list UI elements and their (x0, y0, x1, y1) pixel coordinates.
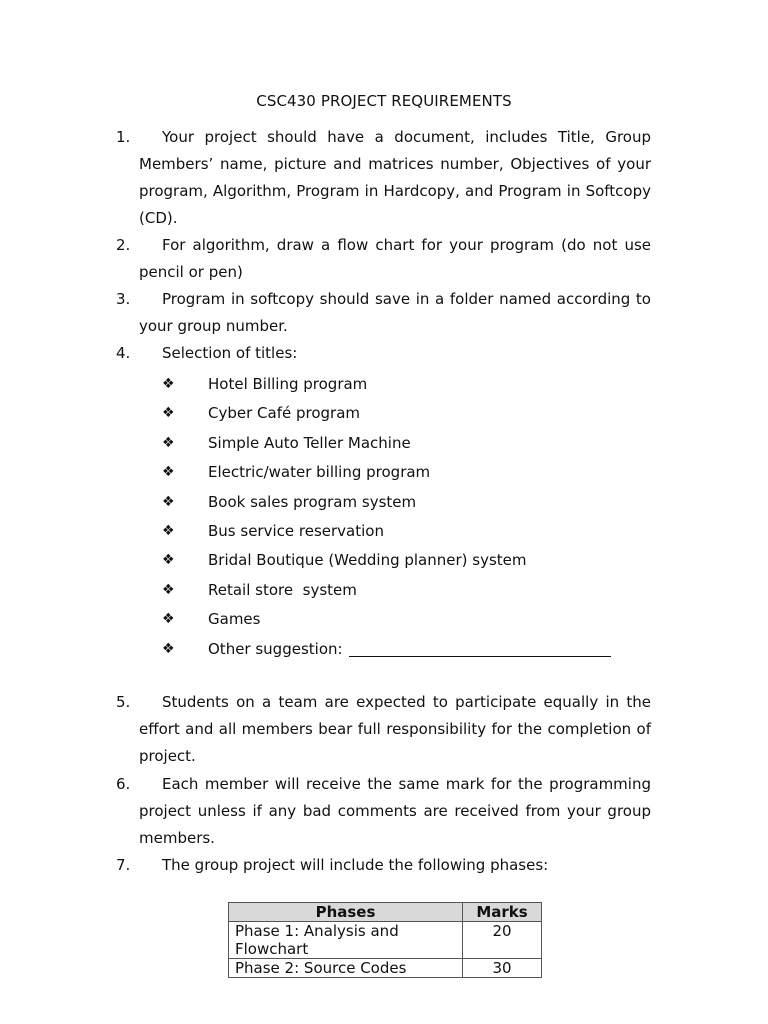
item-text: Selection of titles: (162, 344, 298, 362)
list-item (162, 458, 652, 487)
item-text: Program in softcopy should save in a folder named according to your group number. (139, 290, 651, 335)
requirement-item-7 (116, 852, 651, 879)
item-text: For algorithm, draw a flow chart for your program (do not use pencil or pen) (139, 236, 651, 281)
table-row (229, 922, 542, 959)
list-item-text: Electric/water billing program (208, 463, 431, 482)
item-text: Your project should have a document, includes Title, Group Members’ name, picture and matrices number, Objectives of your program, Algorithm, Program in Hardcopy, and Program in Softcopy (CD). (139, 128, 651, 227)
diamond-bullet-icon: ❖ (162, 611, 175, 628)
diamond-bullet-icon: ❖ (162, 552, 175, 569)
requirement-item-4 (116, 340, 651, 367)
fill-in-blank (349, 656, 611, 657)
item-number: 1. (116, 128, 131, 146)
list-item-text: Retail store system (208, 580, 357, 599)
page-title: CSC430 PROJECT REQUIREMENTS (256, 92, 512, 110)
diamond-bullet-icon: ❖ (162, 493, 175, 510)
diamond-bullet-icon: ❖ (162, 464, 175, 481)
item-number: 5. (116, 693, 131, 711)
list-item-text: Simple Auto Teller Machine (208, 433, 411, 452)
item-number: 6. (116, 775, 131, 793)
list-item-text: Games (208, 610, 261, 629)
diamond-bullet-icon: ❖ (162, 376, 175, 392)
item-number: 7. (116, 856, 131, 874)
requirement-item-5 (116, 689, 651, 770)
item-text: Each member will receive the same mark for the programming project unless if any bad comments are received from your group members. (139, 775, 651, 847)
title-selection-list (162, 370, 652, 664)
item-number: 2. (116, 236, 131, 254)
diamond-bullet-icon: ❖ (162, 640, 175, 657)
column-header-phases: Phases (229, 903, 463, 922)
list-item-text: Bus service reservation (208, 521, 384, 540)
list-item (162, 488, 652, 517)
table-header-row (229, 903, 542, 922)
item-text: The group project will include the following phases: (162, 856, 549, 874)
list-item (162, 576, 652, 605)
list-item (162, 546, 652, 575)
list-item-text: Book sales program system (208, 492, 417, 511)
other-suggestion-line (208, 635, 611, 664)
phases-table (228, 902, 542, 978)
requirement-item-3 (116, 286, 651, 340)
diamond-bullet-icon: ❖ (162, 434, 175, 451)
list-item-text: Hotel Billing program (208, 375, 368, 393)
list-item-text: Other suggestion: (208, 639, 343, 658)
requirement-item-6 (116, 771, 651, 852)
list-item (162, 370, 652, 399)
item-number: 3. (116, 290, 131, 308)
list-item (162, 517, 652, 546)
diamond-bullet-icon: ❖ (162, 581, 175, 598)
table-row (229, 959, 542, 978)
item-number: 4. (116, 344, 131, 362)
requirement-item-1 (116, 124, 651, 232)
list-item (162, 399, 652, 428)
diamond-bullet-icon: ❖ (162, 405, 175, 422)
item-text: Students on a team are expected to participate equally in the effort and all members bear full responsibility for the completion of project. (139, 693, 651, 765)
list-item-text: Bridal Boutique (Wedding planner) system (208, 551, 527, 570)
list-item-other-suggestion (162, 635, 652, 664)
phase-cell: Phase 1: Analysis and Flowchart (229, 922, 463, 959)
column-header-marks: Marks (463, 903, 542, 922)
phase-cell: Phase 2: Source Codes (229, 959, 463, 978)
marks-cell: 30 (463, 959, 542, 978)
list-item (162, 429, 652, 458)
list-item-text: Cyber Café program (208, 404, 361, 423)
diamond-bullet-icon: ❖ (162, 522, 175, 539)
requirement-item-2 (116, 232, 651, 286)
list-item (162, 605, 652, 634)
marks-cell: 20 (463, 922, 542, 959)
